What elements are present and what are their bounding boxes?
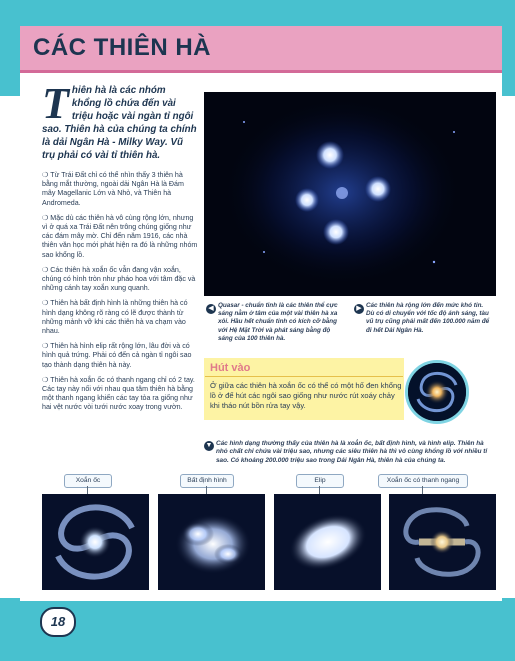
body-paragraphs	[42, 171, 198, 419]
label-spiral: Xoắn ốc	[64, 474, 112, 488]
galaxy-strip	[42, 494, 496, 590]
spiral-galaxy-thumb	[408, 363, 466, 421]
black-hole-galaxy-image	[405, 360, 469, 424]
paragraph-text: Từ Trái Đất chỉ có thể nhìn thấy 3 thiên hà bằng mắt thường, ngoài dải Ngân Hà là Đám mây Magellanic Lớn và Nhỏ, và Thiên hà Andromeda.	[42, 171, 184, 207]
intro-paragraph	[42, 79, 197, 162]
label-connector	[206, 486, 207, 494]
ring-bullet-icon: ❍	[42, 376, 49, 384]
paragraph	[42, 342, 198, 370]
paragraph-text: Các thiên hà xoắn ốc vẫn đang vận xoắn, chúng có hình tròn như pháo hoa với tâm đặc và những cánh tay xoắn xung quanh.	[42, 265, 196, 293]
paragraph	[42, 376, 198, 413]
label-irregular: Bất định hình	[180, 474, 234, 488]
label-connector	[87, 486, 88, 494]
label-elliptical: Elip	[296, 474, 344, 488]
hut-vao-text: Ở giữa các thiên hà xoắn ốc có thể có một hố đen khổng lồ ở để hút các ngôi sao giống như nước rút xoáy chảy khi tháo nút bồn rửa tay vậy.	[210, 381, 402, 410]
hut-vao-title: Hút vào	[210, 362, 251, 374]
ring-bullet-icon: ❍	[42, 214, 49, 222]
ring-bullet-icon: ❍	[42, 266, 49, 274]
quasar-illustration	[204, 92, 496, 296]
elliptical-galaxy-image	[274, 494, 381, 590]
paragraph-text: Thiên hà bất định hình là những thiên hà có hình dạng không rõ ràng có lẽ được thành từ những mảnh vỡ khi các thiên hà va chạm vào nhau.	[42, 299, 188, 336]
bottom-color-band	[0, 598, 515, 661]
label-connector	[319, 486, 320, 494]
paragraph	[42, 171, 198, 208]
paragraph-text: Thiên hà xoắn ốc có thanh ngang chỉ có 2 tay. Các tay này nối với nhau qua tâm thiên hà bằng một thanh ngang khiến các tay tỏa ra giống như hai vệt nước vòi tưới nước xoay trong vườn.	[42, 375, 195, 412]
ring-bullet-icon: ❍	[42, 300, 49, 308]
label-connector	[422, 486, 423, 494]
spiral-galaxy-image	[42, 494, 149, 590]
arrow-right-icon: ▶	[354, 304, 364, 314]
arrow-down-icon: ▼	[205, 442, 213, 449]
paragraph-text: Mặc dù các thiên hà vô cùng rộng lớn, nhưng vì ở quá xa Trái Đất nên trông chúng giống như các đám mây mờ. Chỉ đến năm 1916, các nhà thiên văn học mới phát hiện ra đó là những nhóm sao khổng lồ.	[42, 213, 198, 259]
distance-caption: Các thiên hà rộng lớn đến mức khó tin. Dù có di chuyển với tốc độ ánh sáng, tàu vũ trụ cũng phải mất đến 100.000 năm để đi hết Dải Ngân Hà.	[366, 302, 490, 334]
ring-bullet-icon: ❍	[42, 172, 49, 179]
paragraph-text: Thiên hà hình elip rất rộng lớn, lâu đời và có hình quả trứng. Phải có đến cả ngàn tỉ ngôi sao tạo thành dạng thiên hà này.	[42, 342, 192, 369]
ring-bullet-icon: ❍	[42, 343, 49, 351]
paragraph	[42, 266, 198, 294]
intro-dropcap: T	[42, 79, 69, 128]
irregular-galaxy-image	[158, 494, 265, 590]
page-number: 18	[40, 607, 76, 637]
galaxy-types-caption: Các hình dạng thường thấy của thiên hà là xoắn ốc, bất định hình, và hình elip. Thiên hà nhỏ chất chỉ chứa vài triệu sao, nhưng các siêu thiên hà thì vô cùng khổng lồ với nhiều tỉ sao. Có khoảng 200.000 triệu sao trong Dải Ngân Hà, thiên hà của chúng ta.	[216, 440, 488, 464]
page-title: CÁC THIÊN HÀ	[33, 34, 211, 61]
barred-spiral-galaxy-image	[389, 494, 496, 590]
quasar-space-image	[204, 92, 496, 296]
intro-text: hiên hà là các nhóm khổng lồ chứa đến vài triệu hoặc vài ngàn tỉ ngôi sao. Thiên hà của chúng ta chính là dải Ngân Hà - Milky Way. Vũ trụ phải có vài tỉ thiên hà.	[42, 85, 197, 161]
paragraph	[42, 299, 198, 336]
paragraph	[42, 214, 198, 260]
quasar-caption: Quasar - chuẩn tinh là các thiên thể cực sáng nằm ở tâm của một vài thiên hà xa xôi. Hầu hết chuẩn tinh có kích cỡ bằng với Hệ Mặt Trời và phát sáng bằng độ sáng của 100 thiên hà.	[218, 302, 338, 342]
hut-vao-divider	[205, 376, 403, 377]
arrow-left-icon: ◀	[206, 304, 216, 314]
label-barred-spiral: Xoắn ốc có thanh ngang	[378, 474, 468, 488]
